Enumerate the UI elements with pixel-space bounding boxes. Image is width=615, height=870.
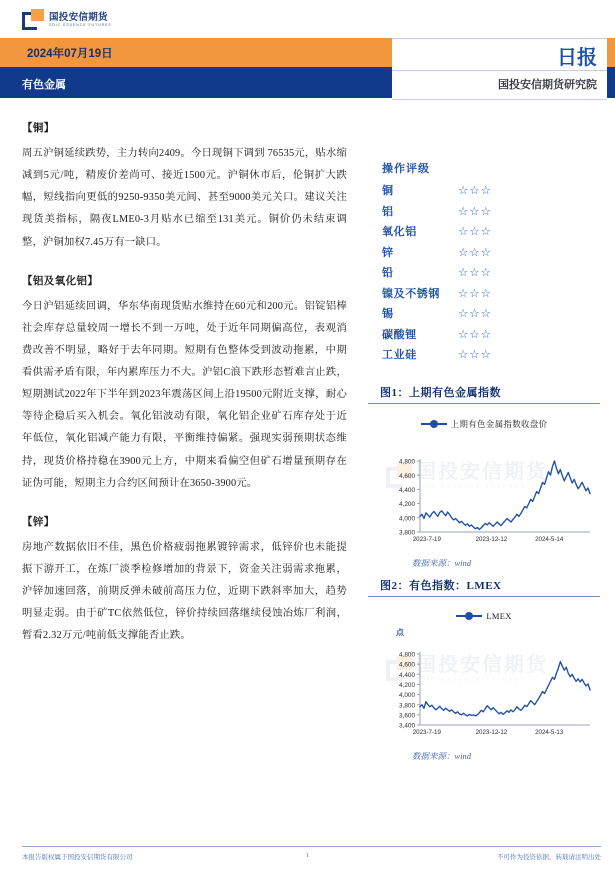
figure-1-legend-label: 上期有色金属指数收盘价 [450,419,548,429]
rating-row [382,223,600,239]
rating-row [382,244,600,260]
svg-text:4,800: 4,800 [399,651,415,659]
svg-text:3,800: 3,800 [399,702,415,710]
date-bar [0,38,392,67]
rating-metal-name: 碳酸锂 [382,328,417,341]
svg-text:4,200: 4,200 [399,501,415,509]
figure-1-plot-area [368,406,600,556]
svg-text:2023-7-19: 2023-7-19 [412,536,441,543]
category-bar [0,67,392,98]
rating-metal-name: 铝 [382,205,394,218]
page-footer [0,838,615,870]
svg-text:2024-5-13: 2024-5-13 [535,729,564,736]
section-title: 【铝及氧化铝】 [22,275,99,287]
rating-stars-icon: ☆☆☆ [458,224,492,238]
rating-stars-icon: ☆☆☆ [458,183,492,197]
section-body: 周五沪铜延续跌势，主力转向2409。今日现铜下调到 76535元，贴水缩减到5元/吨，精废价差尚可、接近1500元。沪铜休市后，伦铜扩大跌幅，短线指向更低的9250-9350美元间、甚至9000美元关口。建议关注现货美指标，隔夜LME0-3月贴水已缩至131美元。铜价仍未结束调整，沪铜加权7.45万有一缺口。 [22,148,347,248]
rating-stars-icon: ☆☆☆ [458,285,492,300]
svg-text:4,400: 4,400 [399,671,415,679]
rating-stars-icon: ☆☆☆ [458,203,492,218]
figure-2-plot-area [368,599,600,749]
article-column [22,120,347,666]
rating-stars-icon: ☆☆☆ [458,347,492,361]
rating-row [382,182,600,198]
article-section [22,514,347,648]
rating-metal-name: 铜 [382,185,394,197]
svg-text:4,600: 4,600 [399,661,415,669]
figure-2-caption: 图2：有色指数：LMEX [380,580,502,592]
sidebar-column [368,160,600,770]
figure-2 [368,577,600,762]
svg-text:4,600: 4,600 [399,472,415,480]
research-institute: 国投安信期货研究院 [498,79,597,91]
figure-1 [368,384,600,569]
section-title: 【锌】 [22,516,55,528]
svg-text:2023-12-12: 2023-12-12 [475,536,508,543]
svg-text:3,800: 3,800 [399,529,415,537]
svg-text:4,200: 4,200 [399,682,415,690]
logo-mark-icon [22,9,44,31]
rating-metal-name: 铅 [382,267,394,279]
page-content [0,112,615,830]
svg-text:2024-5-14: 2024-5-14 [535,536,564,543]
rating-row [382,264,600,280]
header-right-panel [392,38,607,100]
figure-1-chart [368,406,600,556]
watermark-text-en: SDIC ESSENCE FUTURES [416,484,527,490]
figure-1-rule [368,403,600,404]
operation-rating-table [368,160,600,362]
rating-metal-name: 镍及不锈钢 [382,287,440,300]
rating-metal-name: 氧化铝 [382,226,417,238]
figure-1-caption: 图1：上期有色金属指数 [380,387,501,399]
article-section [22,120,347,254]
rating-row [382,305,600,321]
article-section [22,273,347,495]
footer-disclaimer: 不可作为投资依据，转载请注明出处 [497,854,601,861]
rating-stars-icon: ☆☆☆ [458,326,492,341]
svg-text:3,400: 3,400 [399,722,415,730]
company-logo [22,9,112,31]
watermark-text-cn: 国投安信期货 [416,461,548,483]
header-divider [392,70,607,71]
rating-stars-icon: ☆☆☆ [458,244,492,259]
footer-page-number: 1 [305,852,310,859]
rating-stars-icon: ☆☆☆ [458,306,492,320]
svg-text:3,600: 3,600 [399,712,415,720]
svg-text:2023-12-12: 2023-12-12 [475,729,508,736]
logo-company-name-en: SDIC ESSENCE FUTURES [49,22,112,27]
date-bar-edge [607,38,615,67]
rating-row [382,346,600,362]
figure-2-rule [368,596,600,597]
watermark-text-en: SDIC ESSENCE FUTURES [416,677,527,683]
svg-text:2023-7-19: 2023-7-19 [412,729,441,736]
rating-metal-name: 工业硅 [382,349,417,361]
logo-company-name-cn: 国投安信期货 [49,11,108,23]
section-title: 【铜】 [22,123,55,134]
report-category: 有色金属 [22,79,66,91]
footer-copyright: 本报告版权属于国投安信期货有限公司 [22,854,133,861]
rating-stars-icon: ☆☆☆ [458,265,492,279]
report-type: 日报 [557,47,597,69]
rating-metal-name: 锌 [382,246,394,259]
watermark-text-cn: 国投安信期货 [416,654,548,676]
figure-2-chart [368,599,600,749]
page-header [0,0,615,110]
rating-row [382,285,600,301]
svg-text:4,800: 4,800 [399,458,415,466]
rating-row [382,326,600,342]
figure-2-unit: 点 [396,628,404,637]
figure-1-source: 数据来源：wind [412,558,472,568]
figure-2-source: 数据来源：wind [412,751,472,761]
category-bar-edge [607,67,615,98]
svg-text:4,400: 4,400 [399,487,415,494]
rating-metal-name: 锡 [382,308,394,320]
footer-divider [22,846,601,847]
report-date: 2024年07月19日 [27,48,113,60]
section-body: 房地产数据依旧不佳，黑色价格疲弱拖累镀锌需求，低锌价也未能提振下游开工，在炼厂淡季检修增加的背景下，资金关注弱需求拖累，沪锌加速回落，前期反弹未破前高压力位，近期下跌斜率加大，趋势明显走弱。由于矿TC依然低位，锌价持续回落继续侵蚀冶炼厂利润，暂看2.32万元/吨前低支撑能否止跌。 [22,541,347,642]
figure-2-legend-label: LMEX [486,611,512,621]
svg-text:4,000: 4,000 [399,692,415,700]
rating-row [382,203,600,219]
svg-text:4,000: 4,000 [399,515,415,523]
section-body: 今日沪铝延续回调，华东华南现货贴水维持在60元和200元。铝锭铝棒社会库存总量较周一增长不到一万吨，处于近年同期偏高位，表观消费改善不明显，略好于去年同期。短期有色整体受到波动拖累，中期看供需矛盾有限，年内累库压力不大。沪铝C浪下跌形态暂难言止跌，短期测试2022年下半年到2023年震荡区间上沿19500元附近支撑，耐心等待企稳后买入机会。氧化铝波动有限，氧化铝企业矿石库存处于近年低位，氧化铝减产能力有限，平衡维持偏紧。强现实弱预期状态维持，现货价格持稳在3900元上方，中期来看偏空但矿石增量预期存在证伪可能，短期主力合约区间预计在3650-3900元。 [22,300,347,489]
rating-table-title: 操作评级 [382,163,430,175]
